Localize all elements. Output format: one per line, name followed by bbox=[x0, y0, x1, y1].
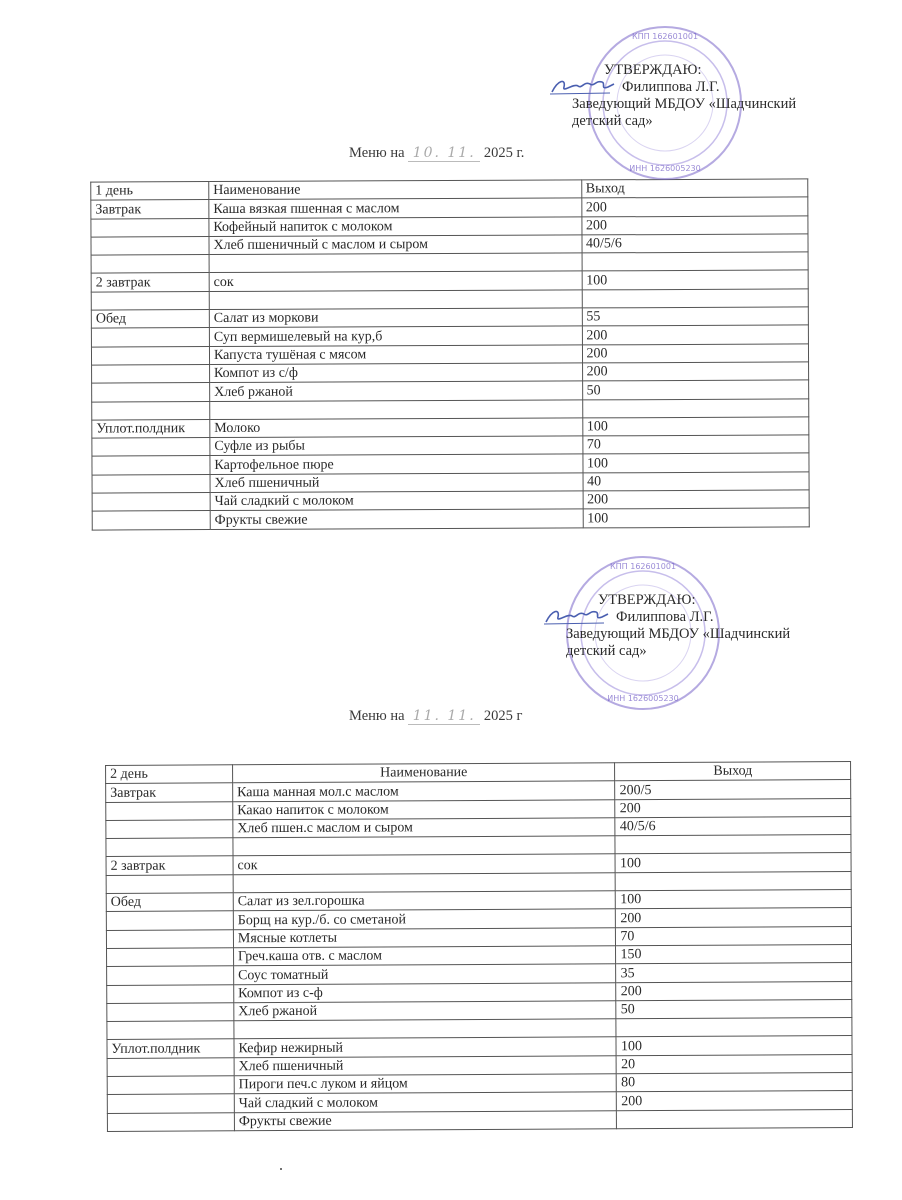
meal-cell bbox=[92, 511, 210, 530]
yield-cell: 200 bbox=[616, 908, 852, 928]
meal-cell bbox=[106, 838, 233, 857]
yield-cell: 100 bbox=[616, 1036, 852, 1056]
yield-cell: 80 bbox=[617, 1073, 853, 1093]
dish-cell: Хлеб ржаной bbox=[210, 381, 583, 401]
meal-cell bbox=[92, 474, 210, 493]
header-yield: Выход bbox=[581, 179, 808, 198]
yield-cell: 70 bbox=[582, 435, 809, 454]
dish-cell: Кефир нежирный bbox=[234, 1037, 617, 1057]
dish-cell: Чай сладкий с молоком bbox=[234, 1092, 617, 1112]
yield-cell: 70 bbox=[616, 926, 852, 946]
approver-organization: детский сад» bbox=[566, 643, 647, 659]
yield-cell: 200 bbox=[617, 1091, 853, 1111]
meal-cell bbox=[91, 255, 209, 274]
yield-cell: 200 bbox=[582, 344, 809, 363]
dish-cell: Компот из с-ф bbox=[234, 982, 617, 1002]
yield-cell: 200 bbox=[583, 490, 810, 509]
meal-cell bbox=[92, 493, 210, 512]
yield-cell: 100 bbox=[582, 270, 809, 289]
dish-cell: Хлеб пшеничный bbox=[234, 1056, 617, 1076]
yield-cell bbox=[616, 871, 852, 891]
header-day: 2 день bbox=[106, 765, 233, 784]
dish-cell: Каша вязкая пшенная с маслом bbox=[209, 198, 582, 218]
menu-title-prefix: Меню на bbox=[349, 145, 405, 161]
meal-cell bbox=[92, 383, 210, 402]
yield-cell bbox=[615, 835, 851, 855]
approver-position: Заведующий МБДОУ «Шадчинский bbox=[566, 626, 791, 642]
yield-cell: 200 bbox=[582, 325, 809, 344]
dish-cell bbox=[233, 873, 616, 893]
stamp-inn: ИНН 1626005230 bbox=[607, 694, 679, 703]
speck bbox=[280, 1168, 282, 1170]
meal-cell bbox=[107, 984, 234, 1003]
meal-cell: Обед bbox=[91, 310, 209, 329]
dish-cell: Суфле из рыбы bbox=[210, 436, 583, 456]
meal-cell bbox=[107, 1076, 234, 1095]
meal-cell: Уплот.полдник bbox=[107, 1039, 234, 1058]
menu-title bbox=[349, 708, 522, 725]
yield-cell: 20 bbox=[617, 1054, 853, 1074]
yield-cell: 100 bbox=[616, 890, 852, 910]
yield-cell: 40/5/6 bbox=[615, 816, 851, 836]
dish-cell: Молоко bbox=[210, 418, 583, 438]
yield-cell: 200 bbox=[615, 798, 851, 818]
meal-cell bbox=[106, 875, 233, 894]
dish-cell: Салат из зел.горошка bbox=[233, 891, 616, 911]
stamp-kpp: КПП 162601001 bbox=[631, 32, 699, 41]
dish-cell: Борщ на кур./б. со сметаной bbox=[233, 909, 616, 929]
yield-cell: 200 bbox=[581, 216, 808, 235]
yield-cell bbox=[582, 289, 809, 308]
approval-block bbox=[566, 592, 790, 660]
meal-cell bbox=[91, 236, 209, 255]
approver-organization: детский сад» bbox=[572, 113, 653, 129]
dish-cell: Хлеб пшеничный с маслом и сыром bbox=[209, 235, 582, 255]
meal-cell: Завтрак bbox=[106, 783, 233, 802]
dish-cell: Какао напиток с молоком bbox=[233, 799, 616, 819]
meal-cell bbox=[107, 966, 234, 985]
approver-name: Филиппова Л.Г. bbox=[616, 609, 714, 625]
yield-cell: 40 bbox=[583, 472, 810, 491]
meal-cell bbox=[91, 218, 209, 237]
dish-cell: Пироги печ.с луком и яйцом bbox=[234, 1074, 617, 1094]
dish-cell bbox=[209, 290, 582, 310]
meal-cell bbox=[106, 929, 233, 948]
meal-cell bbox=[91, 328, 209, 347]
dish-cell: Капуста тушёная с мясом bbox=[209, 345, 582, 365]
meal-cell bbox=[107, 1094, 234, 1113]
yield-cell: 100 bbox=[582, 417, 809, 436]
stamp-kpp: КПП 162601001 bbox=[609, 562, 677, 571]
yield-cell bbox=[582, 252, 809, 271]
meal-cell bbox=[106, 801, 233, 820]
yield-cell: 100 bbox=[583, 508, 810, 527]
yield-cell: 200 bbox=[616, 981, 852, 1001]
yield-cell: 100 bbox=[615, 853, 851, 873]
meal-cell bbox=[106, 820, 233, 839]
dish-cell: Картофельное пюре bbox=[210, 454, 583, 474]
yield-cell bbox=[616, 1018, 852, 1038]
meal-cell bbox=[107, 1003, 234, 1022]
dish-cell: Хлеб ржаной bbox=[234, 1001, 617, 1021]
dish-cell: Салат из моркови bbox=[209, 308, 582, 328]
dish-cell bbox=[210, 399, 583, 419]
meal-cell bbox=[107, 1112, 234, 1131]
yield-cell: 150 bbox=[616, 945, 852, 965]
yield-cell: 200 bbox=[582, 362, 809, 381]
dish-cell: Хлеб пшеничный bbox=[210, 473, 583, 493]
dish-cell: Фрукты свежие bbox=[234, 1110, 617, 1130]
menu-title-suffix: 2025 г bbox=[483, 708, 523, 724]
yield-cell: 55 bbox=[582, 307, 809, 326]
header-name: Наименование bbox=[232, 763, 615, 783]
meal-cell: Обед bbox=[106, 893, 233, 912]
yield-cell bbox=[582, 398, 809, 417]
dish-cell: Компот из с/ф bbox=[209, 363, 582, 383]
table-row bbox=[107, 1109, 852, 1131]
menu-table-day-2 bbox=[105, 761, 853, 1132]
approval-block bbox=[572, 62, 796, 130]
yield-cell: 50 bbox=[616, 999, 852, 1019]
dish-cell: Соус томатный bbox=[234, 964, 617, 984]
meal-cell bbox=[92, 401, 210, 420]
meal-cell bbox=[107, 1021, 234, 1040]
dish-cell: Фрукты свежие bbox=[210, 509, 583, 529]
header-yield: Выход bbox=[615, 762, 851, 782]
approve-label: УТВЕРЖДАЮ: bbox=[598, 592, 696, 608]
meal-cell bbox=[92, 456, 210, 475]
approve-label: УТВЕРЖДАЮ: bbox=[604, 62, 702, 78]
dish-cell bbox=[233, 836, 616, 856]
menu-date: 11. 11. bbox=[408, 708, 480, 725]
dish-cell: сок bbox=[209, 271, 582, 291]
yield-cell: 35 bbox=[616, 963, 852, 983]
stamp-inn: ИНН 1626005230 bbox=[629, 164, 701, 173]
table-row bbox=[92, 508, 809, 529]
meal-cell bbox=[107, 948, 234, 967]
meal-cell bbox=[92, 365, 210, 384]
meal-cell bbox=[91, 291, 209, 310]
meal-cell: 2 завтрак bbox=[106, 856, 233, 875]
menu-table-day-1 bbox=[90, 178, 810, 530]
dish-cell: Чай сладкий с молоком bbox=[210, 491, 583, 511]
yield-cell: 200 bbox=[581, 197, 808, 216]
meal-cell bbox=[92, 438, 210, 457]
meal-cell: 2 завтрак bbox=[91, 273, 209, 292]
meal-cell: Завтрак bbox=[91, 200, 209, 219]
menu-title bbox=[349, 145, 524, 162]
yield-cell: 50 bbox=[582, 380, 809, 399]
dish-cell: Каша манная мол.с маслом bbox=[233, 781, 616, 801]
dish-cell bbox=[209, 253, 582, 273]
dish-cell bbox=[234, 1019, 617, 1039]
dish-cell: Суп вермишелевый на кур,б bbox=[209, 326, 582, 346]
yield-cell: 40/5/6 bbox=[581, 234, 808, 253]
yield-cell: 200/5 bbox=[615, 780, 851, 800]
dish-cell: Мясные котлеты bbox=[233, 927, 616, 947]
yield-cell bbox=[617, 1109, 853, 1129]
approver-name: Филиппова Л.Г. bbox=[622, 79, 720, 95]
yield-cell: 100 bbox=[582, 453, 809, 472]
meal-cell bbox=[91, 346, 209, 365]
meal-cell bbox=[106, 911, 233, 930]
dish-cell: Хлеб пшен.с маслом и сыром bbox=[233, 818, 616, 838]
meal-cell bbox=[107, 1058, 234, 1077]
approver-position: Заведующий МБДОУ «Шадчинский bbox=[572, 96, 797, 112]
dish-cell: сок bbox=[233, 854, 616, 874]
menu-title-suffix: 2025 г. bbox=[483, 145, 525, 161]
meal-cell: Уплот.полдник bbox=[92, 419, 210, 438]
dish-cell: Греч.каша отв. с маслом bbox=[233, 946, 616, 966]
menu-title-prefix: Меню на bbox=[349, 708, 405, 724]
menu-date: 10. 11. bbox=[408, 145, 480, 162]
header-day: 1 день bbox=[91, 182, 209, 201]
dish-cell: Кофейный напиток с молоком bbox=[209, 217, 582, 237]
header-name: Наименование bbox=[209, 180, 582, 200]
